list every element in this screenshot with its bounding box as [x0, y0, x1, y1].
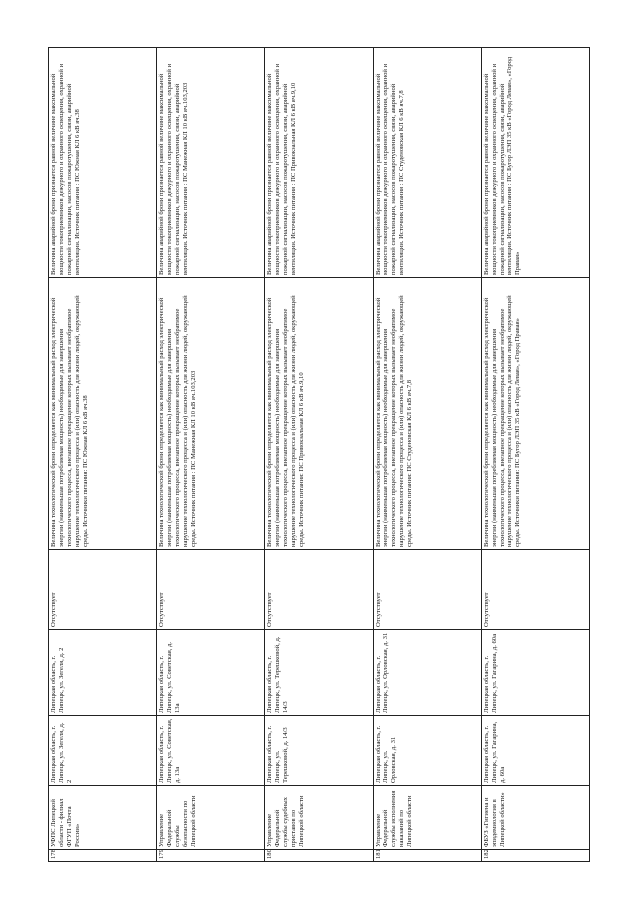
emergency-reserve: Величина аварийной брони признается равной величине максимальной мощности токоприемников дежурного и охранного освещения, охранной и пожарной сигнализации, насосов пожаротушения, связи, аварийной вентиляции. Источник питания : ПС Студеновская КЛ 6 кВ яч.7,8	[373, 48, 481, 278]
legal-address: Липецкая область, г. Липецк, ул. Советская, д. 13а	[157, 716, 265, 786]
legal-address: Липецкая область, г. Липецк, ул. Гагарина, д. 60а	[481, 716, 589, 786]
actual-address: Липецкая область, г. Липецк, ул. Советская, д. 13а	[157, 630, 265, 716]
actual-address: Липецкая область, г. Липецк, ул. Гагарина, д. 60а	[481, 630, 589, 716]
rotated-page	[48, 48, 590, 862]
misc-cell: Отсутствует	[157, 550, 265, 630]
actual-address: Липецкая область, г. Липецк, ул. Терешковой, д. 14/3	[265, 630, 373, 716]
legal-address: Липецкая область, г. Липецк, ул. Орловская, д. 31	[373, 716, 481, 786]
organization-name: Управление Федеральной службы безопасности по Липецкой области	[157, 786, 265, 850]
consumer-table	[48, 47, 590, 862]
row-number: 182	[481, 850, 589, 862]
table-row	[157, 48, 265, 862]
organization-name: ФБУЗ «Гигиена и эпидемиология в Липецкой области»	[481, 786, 589, 850]
misc-cell: Отсутствует	[265, 550, 373, 630]
actual-address: Липецкая область, г. Липецк, ул. Орловская, д. 31	[373, 630, 481, 716]
emergency-reserve: Величина аварийной брони признается равной величине максимальной мощности токоприемников дежурного и охранного освещения, охранной и пожарной сигнализации, насосов пожаротушения, связи, аварийной вентиляции. Источник питания : ПС Манежная КЛ 10 кВ яч.103,203	[157, 48, 265, 278]
table-row	[49, 48, 157, 862]
emergency-reserve: Величина аварийной брони признается равной величине максимальной мощности токоприемников дежурного и охранного освещения, охранной и пожарной сигнализации, насосов пожаротушения, связи, аварийной вентиляции. Источник питания : ПС Привокзальная КЛ 6 кВ яч.9,10	[265, 48, 373, 278]
row-number: 179	[157, 850, 265, 862]
table-row	[481, 48, 589, 862]
emergency-reserve: Величина аварийной брони признается равной величине максимальной мощности токоприемников дежурного и охранного освещения, охранной и пожарной сигнализации, насосов пожаротушения, связи, аварийной вентиляции. Источник питания : ПС Бугор ЛЭП 35 кВ «Город Левая», «Город Правая»	[481, 48, 589, 278]
misc-cell: Отсутствует	[373, 550, 481, 630]
technological-reserve: Величина технологической брони определяется как минимальный расход электрической энергии (наименьшая потребляемая мощность) необходимые для завершения технологического процесса, внезапное прекращение которых вызывает необратимое нарушение технологического процесса и (или) опасность для жизни людей, окружающей среды. Источник питания : ПС Манежная КЛ 10 кВ яч.103,203	[157, 278, 265, 550]
row-number: 181	[373, 850, 481, 862]
technological-reserve: Величина технологической брони определяется как минимальный расход электрической энергии (наименьшая потребляемая мощность) необходимые для завершения технологического процесса, внезапное прекращение которых вызывает необратимое нарушение технологического процесса и (или) опасность для жизни людей, окружающей среды. Источники питания: ПС Бугор ЛЭП 35 кВ «Город Левая», «Город Правая»	[481, 278, 589, 550]
actual-address: Липецкая область, г. Липецк, ул. Зегеля, д. 2	[49, 630, 157, 716]
row-number: 180	[265, 850, 373, 862]
organization-name: Управление Федеральной службы исполнения наказаний по Липецкой области	[373, 786, 481, 850]
legal-address: Липецкая область, г. Липецк, ул. Зегеля, д. 2	[49, 716, 157, 786]
organization-name: Управление Федеральной службы судебных приставов по Липецкой области	[265, 786, 373, 850]
legal-address: Липецкая область, г. Липецк, ул. Терешковой, д. 14/3	[265, 716, 373, 786]
misc-cell: Отсутствует	[49, 550, 157, 630]
table-row	[373, 48, 481, 862]
row-number: 178	[49, 850, 157, 862]
misc-cell: Отсутствует	[481, 550, 589, 630]
technological-reserve: Величина технологической брони определяется как минимальный расход электрической энергии (наименьшая потребляемая мощность) необходимые для завершения технологического процесса, внезапное прекращение которых вызывает необратимое нарушение технологического процесса и (или) опасность для жизни людей, окружающей среды. Источники питания: ПС Южная КЛ 6 кВ яч.38	[49, 278, 157, 550]
organization-name: УФПС Липецкой области - филиал ФГУП «Почта России»	[49, 786, 157, 850]
technological-reserve: Величина технологической брони определяется как минимальный расход электрической энергии (наименьшая потребляемая мощность) необходимые для завершения технологического процесса, внезапное прекращение которых вызывает необратимое нарушение технологического процесса и (или) опасность для жизни людей, окружающей среды. Источник питания: ПС Привокзальная КЛ 6 кВ яч.9,10	[265, 278, 373, 550]
table-row	[265, 48, 373, 862]
emergency-reserve: Величина аварийной брони признается равной величине максимальной мощности токоприемников дежурного и охранного освещения, охранной и пожарной сигнализации, насосов пожаротушения, связи, аварийной вентиляции. Источник питания : ПС Южная КЛ 6 кВ яч.38	[49, 48, 157, 278]
technological-reserve: Величина технологической брони определяется как минимальный расход электрической энергии (наименьшая потребляемая мощность) необходимые для завершения технологического процесса, внезапное прекращение которых вызывает необратимое нарушение технологического процесса и (или) опасность для жизни людей, окружающей среды. Источник питания: ПС Студеновская КЛ 6 кВ яч.7,8	[373, 278, 481, 550]
